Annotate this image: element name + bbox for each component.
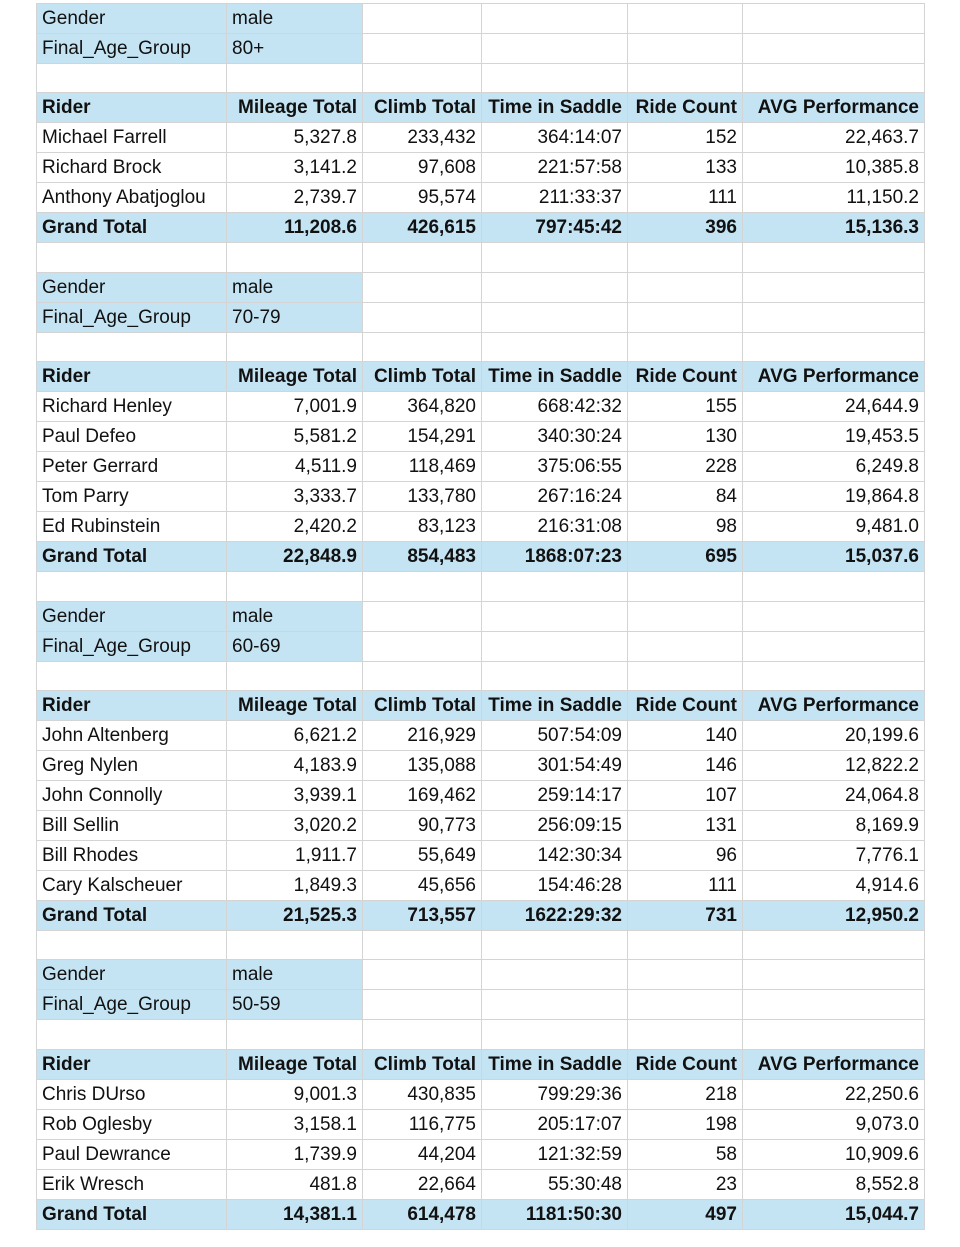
value-cell[interactable]: 256:09:15: [482, 810, 628, 840]
value-cell[interactable]: 169,462: [363, 780, 482, 810]
table-row: [37, 780, 925, 810]
rider-name-cell[interactable]: Bill Sellin: [37, 810, 227, 840]
value-cell[interactable]: 216,929: [363, 720, 482, 750]
empty-cell[interactable]: [482, 572, 628, 601]
value-cell[interactable]: 3,333.7: [227, 482, 363, 512]
rider-name-cell[interactable]: John Connolly: [37, 780, 227, 810]
empty-cell[interactable]: [227, 332, 363, 361]
empty-cell[interactable]: [743, 990, 925, 1020]
empty-cell[interactable]: [37, 930, 227, 959]
rider-name-cell[interactable]: Anthony Abatjoglou: [37, 183, 227, 213]
empty-cell[interactable]: [363, 990, 482, 1020]
grand-total-value[interactable]: 15,136.3: [743, 213, 925, 243]
empty-cell[interactable]: [37, 572, 227, 601]
empty-cell[interactable]: [363, 1020, 482, 1049]
value-cell[interactable]: 9,073.0: [743, 1109, 925, 1139]
table-row: [37, 720, 925, 750]
empty-cell[interactable]: [482, 1020, 628, 1049]
table-row: [37, 183, 925, 213]
empty-cell[interactable]: [743, 631, 925, 661]
filter-value-gender[interactable]: male: [227, 4, 363, 34]
grand-total-row: [37, 900, 925, 930]
value-cell[interactable]: 84: [628, 482, 743, 512]
grand-total-row: [37, 542, 925, 572]
value-cell[interactable]: 8,169.9: [743, 810, 925, 840]
column-header[interactable]: Mileage Total: [227, 1049, 363, 1079]
value-cell[interactable]: 107: [628, 780, 743, 810]
table-row: [37, 810, 925, 840]
column-header-row: [37, 93, 925, 123]
column-header[interactable]: Climb Total: [363, 93, 482, 123]
empty-cell[interactable]: [482, 272, 628, 302]
empty-cell[interactable]: [628, 34, 743, 64]
empty-cell[interactable]: [227, 1020, 363, 1049]
rider-name-cell[interactable]: Richard Brock: [37, 153, 227, 183]
filter-value-gender[interactable]: male: [227, 272, 363, 302]
value-cell[interactable]: 55,649: [363, 840, 482, 870]
empty-cell[interactable]: [628, 4, 743, 34]
table-row: [37, 1139, 925, 1169]
value-cell[interactable]: 19,453.5: [743, 422, 925, 452]
value-cell[interactable]: 259:14:17: [482, 780, 628, 810]
rider-name-cell[interactable]: Chris DUrso: [37, 1079, 227, 1109]
value-cell[interactable]: 118,469: [363, 452, 482, 482]
empty-cell[interactable]: [482, 661, 628, 690]
grand-total-value[interactable]: 426,615: [363, 213, 482, 243]
column-header[interactable]: Ride Count: [628, 362, 743, 392]
value-cell[interactable]: 23: [628, 1169, 743, 1199]
pivot-table-sheet: [36, 3, 925, 1230]
value-cell[interactable]: 364:14:07: [482, 123, 628, 153]
value-cell[interactable]: 205:17:07: [482, 1109, 628, 1139]
empty-cell[interactable]: [628, 302, 743, 332]
grand-total-label[interactable]: Grand Total: [37, 213, 227, 243]
empty-cell[interactable]: [363, 930, 482, 959]
empty-cell[interactable]: [628, 332, 743, 361]
filter-row-gender: [37, 4, 925, 34]
table-row: [37, 422, 925, 452]
column-header[interactable]: Time in Saddle: [482, 362, 628, 392]
empty-cell[interactable]: [37, 332, 227, 361]
grand-total-value[interactable]: 11,208.6: [227, 213, 363, 243]
table-row: [37, 392, 925, 422]
filter-value-age-group[interactable]: 70-79: [227, 302, 363, 332]
value-cell[interactable]: 228: [628, 452, 743, 482]
empty-cell[interactable]: [628, 661, 743, 690]
value-cell[interactable]: 211:33:37: [482, 183, 628, 213]
grand-total-label[interactable]: Grand Total: [37, 1199, 227, 1229]
value-cell[interactable]: 116,775: [363, 1109, 482, 1139]
table-row: [37, 1079, 925, 1109]
value-cell[interactable]: 95,574: [363, 183, 482, 213]
grand-total-value[interactable]: 1868:07:23: [482, 542, 628, 572]
filter-label-age-group[interactable]: Final_Age_Group: [37, 631, 227, 661]
value-cell[interactable]: 3,141.2: [227, 153, 363, 183]
column-header[interactable]: Mileage Total: [227, 690, 363, 720]
value-cell[interactable]: 22,463.7: [743, 123, 925, 153]
value-cell[interactable]: 364,820: [363, 392, 482, 422]
spacer-row: [37, 1020, 925, 1049]
value-cell[interactable]: 1,849.3: [227, 870, 363, 900]
filter-row-age-group: [37, 34, 925, 64]
empty-cell[interactable]: [743, 1020, 925, 1049]
grand-total-value[interactable]: 15,037.6: [743, 542, 925, 572]
grand-total-value[interactable]: 12,950.2: [743, 900, 925, 930]
empty-cell[interactable]: [628, 990, 743, 1020]
value-cell[interactable]: 111: [628, 870, 743, 900]
rider-name-cell[interactable]: Michael Farrell: [37, 123, 227, 153]
value-cell[interactable]: 668:42:32: [482, 392, 628, 422]
filter-label-gender[interactable]: Gender: [37, 960, 227, 990]
empty-cell[interactable]: [37, 243, 227, 272]
spacer-row: [37, 332, 925, 361]
value-cell[interactable]: 481.8: [227, 1169, 363, 1199]
value-cell[interactable]: 301:54:49: [482, 750, 628, 780]
empty-cell[interactable]: [628, 960, 743, 990]
table-row: [37, 1109, 925, 1139]
column-header[interactable]: Rider: [37, 362, 227, 392]
filter-label-age-group[interactable]: Final_Age_Group: [37, 34, 227, 64]
filter-row-age-group: [37, 631, 925, 661]
table-row: [37, 153, 925, 183]
empty-cell[interactable]: [227, 64, 363, 93]
spacer-row: [37, 243, 925, 272]
empty-cell[interactable]: [363, 572, 482, 601]
grand-total-value[interactable]: 1181:50:30: [482, 1199, 628, 1229]
value-cell[interactable]: 2,420.2: [227, 512, 363, 542]
value-cell[interactable]: 135,088: [363, 750, 482, 780]
value-cell[interactable]: 131: [628, 810, 743, 840]
rider-name-cell[interactable]: Erik Wresch: [37, 1169, 227, 1199]
empty-cell[interactable]: [363, 243, 482, 272]
empty-cell[interactable]: [363, 960, 482, 990]
table-row: [37, 452, 925, 482]
empty-cell[interactable]: [743, 34, 925, 64]
value-cell[interactable]: 799:29:36: [482, 1079, 628, 1109]
filter-value-gender[interactable]: male: [227, 601, 363, 631]
column-header[interactable]: Ride Count: [628, 93, 743, 123]
value-cell[interactable]: 98: [628, 512, 743, 542]
empty-cell[interactable]: [628, 272, 743, 302]
grand-total-row: [37, 1199, 925, 1229]
table-row: [37, 482, 925, 512]
column-header[interactable]: Time in Saddle: [482, 93, 628, 123]
empty-cell[interactable]: [482, 332, 628, 361]
grand-total-value[interactable]: 713,557: [363, 900, 482, 930]
filter-value-age-group[interactable]: 60-69: [227, 631, 363, 661]
value-cell[interactable]: 4,914.6: [743, 870, 925, 900]
column-header[interactable]: Rider: [37, 93, 227, 123]
grand-total-value[interactable]: 797:45:42: [482, 213, 628, 243]
value-cell[interactable]: 154:46:28: [482, 870, 628, 900]
value-cell[interactable]: 152: [628, 123, 743, 153]
column-header[interactable]: Mileage Total: [227, 93, 363, 123]
grand-total-value[interactable]: 21,525.3: [227, 900, 363, 930]
empty-cell[interactable]: [482, 960, 628, 990]
empty-cell[interactable]: [628, 64, 743, 93]
column-header[interactable]: Rider: [37, 1049, 227, 1079]
value-cell[interactable]: 58: [628, 1139, 743, 1169]
value-cell[interactable]: 507:54:09: [482, 720, 628, 750]
value-cell[interactable]: 111: [628, 183, 743, 213]
table-row: [37, 123, 925, 153]
filter-row-age-group: [37, 302, 925, 332]
filter-row-age-group: [37, 990, 925, 1020]
value-cell[interactable]: 2,739.7: [227, 183, 363, 213]
value-cell[interactable]: 4,511.9: [227, 452, 363, 482]
spacer-row: [37, 930, 925, 959]
empty-cell[interactable]: [482, 4, 628, 34]
filter-value-gender[interactable]: male: [227, 960, 363, 990]
table-row: [37, 750, 925, 780]
empty-cell[interactable]: [743, 960, 925, 990]
grand-total-value[interactable]: 22,848.9: [227, 542, 363, 572]
rider-name-cell[interactable]: Tom Parry: [37, 482, 227, 512]
value-cell[interactable]: 9,001.3: [227, 1079, 363, 1109]
value-cell[interactable]: 133: [628, 153, 743, 183]
rider-name-cell[interactable]: Rob Oglesby: [37, 1109, 227, 1139]
empty-cell[interactable]: [743, 930, 925, 959]
empty-cell[interactable]: [482, 990, 628, 1020]
value-cell[interactable]: 24,064.8: [743, 780, 925, 810]
empty-cell[interactable]: [743, 4, 925, 34]
column-header[interactable]: Rider: [37, 690, 227, 720]
empty-cell[interactable]: [743, 661, 925, 690]
value-cell[interactable]: 221:57:58: [482, 153, 628, 183]
column-header[interactable]: Ride Count: [628, 1049, 743, 1079]
value-cell[interactable]: 375:06:55: [482, 452, 628, 482]
value-cell[interactable]: 20,199.6: [743, 720, 925, 750]
empty-cell[interactable]: [363, 332, 482, 361]
value-cell[interactable]: 97,608: [363, 153, 482, 183]
column-header[interactable]: Climb Total: [363, 1049, 482, 1079]
rider-name-cell[interactable]: Paul Dewrance: [37, 1139, 227, 1169]
empty-cell[interactable]: [363, 631, 482, 661]
value-cell[interactable]: 133,780: [363, 482, 482, 512]
grand-total-value[interactable]: 854,483: [363, 542, 482, 572]
filter-row-gender: [37, 960, 925, 990]
grand-total-value[interactable]: 396: [628, 213, 743, 243]
empty-cell[interactable]: [363, 661, 482, 690]
empty-cell[interactable]: [743, 272, 925, 302]
value-cell[interactable]: 154,291: [363, 422, 482, 452]
table-row: [37, 840, 925, 870]
empty-cell[interactable]: [743, 332, 925, 361]
empty-cell[interactable]: [37, 64, 227, 93]
column-header[interactable]: Time in Saddle: [482, 1049, 628, 1079]
value-cell[interactable]: 10,385.8: [743, 153, 925, 183]
filter-label-gender[interactable]: Gender: [37, 601, 227, 631]
empty-cell[interactable]: [743, 601, 925, 631]
filter-value-age-group[interactable]: 80+: [227, 34, 363, 64]
value-cell[interactable]: 130: [628, 422, 743, 452]
value-cell[interactable]: 121:32:59: [482, 1139, 628, 1169]
grand-total-label[interactable]: Grand Total: [37, 542, 227, 572]
empty-cell[interactable]: [482, 34, 628, 64]
value-cell[interactable]: 44,204: [363, 1139, 482, 1169]
empty-cell[interactable]: [363, 601, 482, 631]
value-cell[interactable]: 6,621.2: [227, 720, 363, 750]
filter-value-age-group[interactable]: 50-59: [227, 990, 363, 1020]
value-cell[interactable]: 1,911.7: [227, 840, 363, 870]
column-header-row: [37, 690, 925, 720]
empty-cell[interactable]: [37, 1020, 227, 1049]
column-header[interactable]: Ride Count: [628, 690, 743, 720]
grand-total-label[interactable]: Grand Total: [37, 900, 227, 930]
empty-cell[interactable]: [482, 930, 628, 959]
value-cell[interactable]: 198: [628, 1109, 743, 1139]
empty-cell[interactable]: [37, 661, 227, 690]
value-cell[interactable]: 19,864.8: [743, 482, 925, 512]
empty-cell[interactable]: [628, 243, 743, 272]
grand-total-row: [37, 213, 925, 243]
filter-row-gender: [37, 272, 925, 302]
value-cell[interactable]: 9,481.0: [743, 512, 925, 542]
filter-label-gender[interactable]: Gender: [37, 272, 227, 302]
rider-name-cell[interactable]: Bill Rhodes: [37, 840, 227, 870]
grand-total-value[interactable]: 614,478: [363, 1199, 482, 1229]
value-cell[interactable]: 24,644.9: [743, 392, 925, 422]
rider-name-cell[interactable]: Cary Kalscheuer: [37, 870, 227, 900]
column-header[interactable]: AVG Performance: [743, 93, 925, 123]
value-cell[interactable]: 55:30:48: [482, 1169, 628, 1199]
column-header[interactable]: AVG Performance: [743, 1049, 925, 1079]
empty-cell[interactable]: [628, 631, 743, 661]
value-cell[interactable]: 6,249.8: [743, 452, 925, 482]
column-header[interactable]: Climb Total: [363, 690, 482, 720]
filter-row-gender: [37, 601, 925, 631]
empty-cell[interactable]: [743, 572, 925, 601]
value-cell[interactable]: 7,776.1: [743, 840, 925, 870]
value-cell[interactable]: 267:16:24: [482, 482, 628, 512]
table-row: [37, 870, 925, 900]
spacer-row: [37, 661, 925, 690]
rider-name-cell[interactable]: Greg Nylen: [37, 750, 227, 780]
value-cell[interactable]: 3,020.2: [227, 810, 363, 840]
value-cell[interactable]: 146: [628, 750, 743, 780]
empty-cell[interactable]: [743, 243, 925, 272]
value-cell[interactable]: 3,158.1: [227, 1109, 363, 1139]
grand-total-value[interactable]: 15,044.7: [743, 1199, 925, 1229]
table-row: [37, 1169, 925, 1199]
value-cell[interactable]: 90,773: [363, 810, 482, 840]
empty-cell[interactable]: [482, 601, 628, 631]
empty-cell[interactable]: [227, 243, 363, 272]
rider-name-cell[interactable]: John Altenberg: [37, 720, 227, 750]
value-cell[interactable]: 12,822.2: [743, 750, 925, 780]
grand-total-value[interactable]: 497: [628, 1199, 743, 1229]
empty-cell[interactable]: [363, 4, 482, 34]
column-header[interactable]: Climb Total: [363, 362, 482, 392]
empty-cell[interactable]: [482, 64, 628, 93]
empty-cell[interactable]: [743, 302, 925, 332]
value-cell[interactable]: 140: [628, 720, 743, 750]
value-cell[interactable]: 5,581.2: [227, 422, 363, 452]
empty-cell[interactable]: [227, 661, 363, 690]
column-header-row: [37, 1049, 925, 1079]
column-header[interactable]: Time in Saddle: [482, 690, 628, 720]
empty-cell[interactable]: [363, 302, 482, 332]
column-header[interactable]: AVG Performance: [743, 690, 925, 720]
value-cell[interactable]: 45,656: [363, 870, 482, 900]
filter-label-age-group[interactable]: Final_Age_Group: [37, 302, 227, 332]
grand-total-value[interactable]: 695: [628, 542, 743, 572]
spacer-row: [37, 572, 925, 601]
empty-cell[interactable]: [227, 930, 363, 959]
value-cell[interactable]: 11,150.2: [743, 183, 925, 213]
empty-cell[interactable]: [363, 34, 482, 64]
empty-cell[interactable]: [363, 64, 482, 93]
column-header[interactable]: AVG Performance: [743, 362, 925, 392]
rider-name-cell[interactable]: Richard Henley: [37, 392, 227, 422]
value-cell[interactable]: 22,250.6: [743, 1079, 925, 1109]
grand-total-value[interactable]: 731: [628, 900, 743, 930]
empty-cell[interactable]: [628, 572, 743, 601]
value-cell[interactable]: 96: [628, 840, 743, 870]
empty-cell[interactable]: [743, 64, 925, 93]
empty-cell[interactable]: [482, 631, 628, 661]
spacer-row: [37, 64, 925, 93]
rider-name-cell[interactable]: Paul Defeo: [37, 422, 227, 452]
rider-name-cell[interactable]: Ed Rubinstein: [37, 512, 227, 542]
value-cell[interactable]: 1,739.9: [227, 1139, 363, 1169]
value-cell[interactable]: 155: [628, 392, 743, 422]
value-cell[interactable]: 430,835: [363, 1079, 482, 1109]
value-cell[interactable]: 233,432: [363, 123, 482, 153]
column-header[interactable]: Mileage Total: [227, 362, 363, 392]
empty-cell[interactable]: [482, 302, 628, 332]
grand-total-value[interactable]: 1622:29:32: [482, 900, 628, 930]
filter-label-gender[interactable]: Gender: [37, 4, 227, 34]
table-row: [37, 512, 925, 542]
filter-label-age-group[interactable]: Final_Age_Group: [37, 990, 227, 1020]
value-cell[interactable]: 8,552.8: [743, 1169, 925, 1199]
empty-cell[interactable]: [363, 272, 482, 302]
value-cell[interactable]: 340:30:24: [482, 422, 628, 452]
empty-cell[interactable]: [482, 243, 628, 272]
value-cell[interactable]: 4,183.9: [227, 750, 363, 780]
empty-cell[interactable]: [227, 572, 363, 601]
empty-cell[interactable]: [628, 601, 743, 631]
value-cell[interactable]: 5,327.8: [227, 123, 363, 153]
value-cell[interactable]: 83,123: [363, 512, 482, 542]
value-cell[interactable]: 142:30:34: [482, 840, 628, 870]
value-cell[interactable]: 218: [628, 1079, 743, 1109]
rider-name-cell[interactable]: Peter Gerrard: [37, 452, 227, 482]
empty-cell[interactable]: [628, 1020, 743, 1049]
column-header-row: [37, 362, 925, 392]
value-cell[interactable]: 3,939.1: [227, 780, 363, 810]
empty-cell[interactable]: [628, 930, 743, 959]
value-cell[interactable]: 7,001.9: [227, 392, 363, 422]
value-cell[interactable]: 216:31:08: [482, 512, 628, 542]
value-cell[interactable]: 10,909.6: [743, 1139, 925, 1169]
grand-total-value[interactable]: 14,381.1: [227, 1199, 363, 1229]
value-cell[interactable]: 22,664: [363, 1169, 482, 1199]
